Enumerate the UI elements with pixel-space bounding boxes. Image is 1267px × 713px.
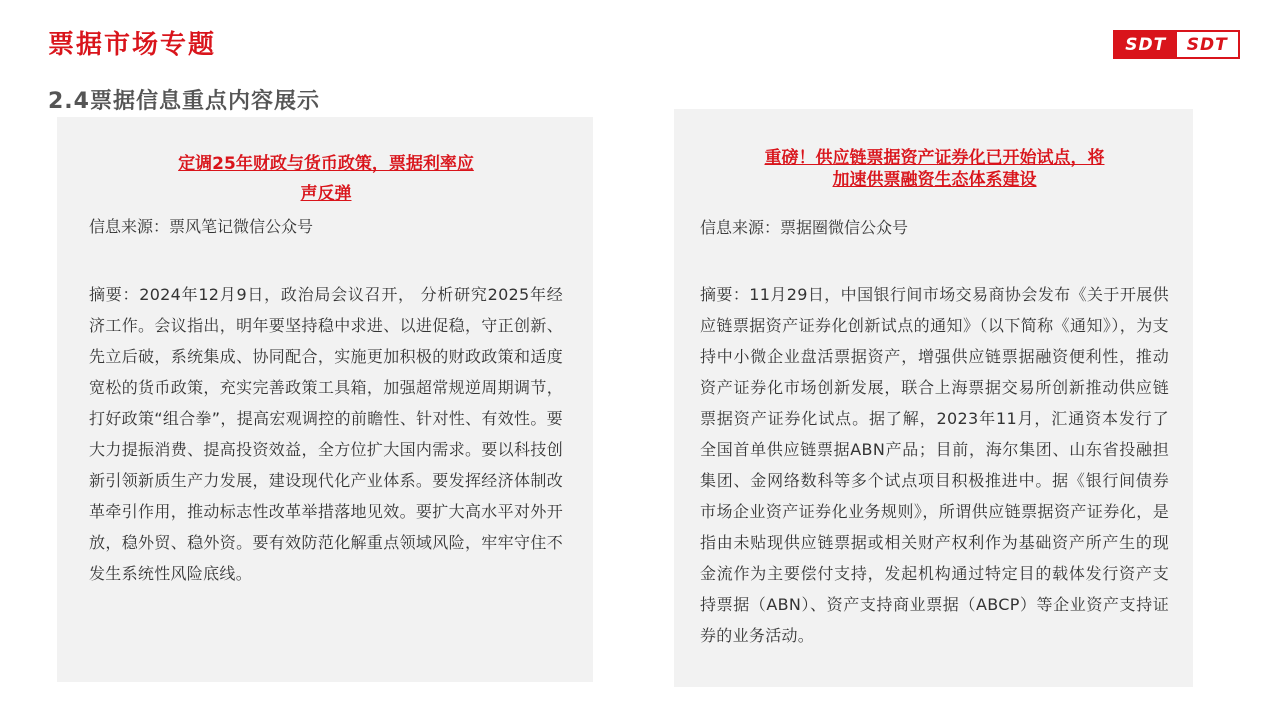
logo-text-right: SDT xyxy=(1177,32,1239,57)
headline-line-2[interactable]: 加速供票融资生态体系建设 xyxy=(832,170,1037,190)
headline-line-1[interactable]: 重磅！供应链票据资产证券化已开始试点，将 xyxy=(764,148,1105,168)
sdt-logo xyxy=(1113,30,1240,59)
logo-text-left: SDT xyxy=(1115,32,1177,57)
section-title: 2.4票据信息重点内容展示 xyxy=(48,89,320,114)
news-card-left xyxy=(57,117,593,682)
news-source: 信息来源：票风笔记微信公众号 xyxy=(89,217,314,236)
news-card-right xyxy=(674,109,1193,687)
news-source: 信息来源：票据圈微信公众号 xyxy=(700,218,909,237)
headline-line-2[interactable]: 声反弹 xyxy=(300,184,352,204)
headline-line-1[interactable]: 定调25年财政与货币政策，票据利率应 xyxy=(178,154,474,174)
news-headline[interactable] xyxy=(700,147,1169,191)
news-summary: 摘要：11月29日，中国银行间市场交易商协会发布《关于开展供应链票据资产证券化创新试点的通知》（以下简称《通知》），为支持中小微企业盘活票据资产，增强供应链票据融资便利性，推动资产证券化市场创新发展，联合上海票据交易所创新推动供应链票据资产证券化试点。据了解，2023年11月，汇通资本发行了全国首单供应链票据ABN产品；目前，海尔集团、山东省投融担集团、金网络数科等多个试点项目积极推进中。据《银行间债券市场企业资产证券化业务规则》，所谓供应链票据资产证券化，是指由未贴现供应链票据或相关财产权利作为基础资产所产生的现金流作为主要偿付支持，发起机构通过特定目的载体发行资产支持票据（ABN）、资产支持商业票据（ABCP）等企业资产支持证券的业务活动。 xyxy=(700,285,1169,645)
news-summary: 摘要：2024年12月9日，政治局会议召开， 分析研究2025年经济工作。会议指出，明年要坚持稳中求进、以进促稳，守正创新、先立后破，系统集成、协同配合，实施更加积极的财政政策和适度宽松的货币政策，充实完善政策工具箱，加强超常规逆周期调节，打好政策“组合拳”，提高宏观调控的前瞻性、针对性、有效性。要大力提振消费、提高投资效益，全方位扩大国内需求。要以科技创新引领新质生产力发展，建设现代化产业体系。要发挥经济体制改革牵引作用，推动标志性改革举措落地见效。要扩大高水平对外开放，稳外贸、稳外资。要有效防范化解重点领域风险，牢牢守住不发生系统性风险底线。 xyxy=(89,285,563,583)
page-title: 票据市场专题 xyxy=(48,30,217,60)
news-headline[interactable] xyxy=(89,149,563,209)
